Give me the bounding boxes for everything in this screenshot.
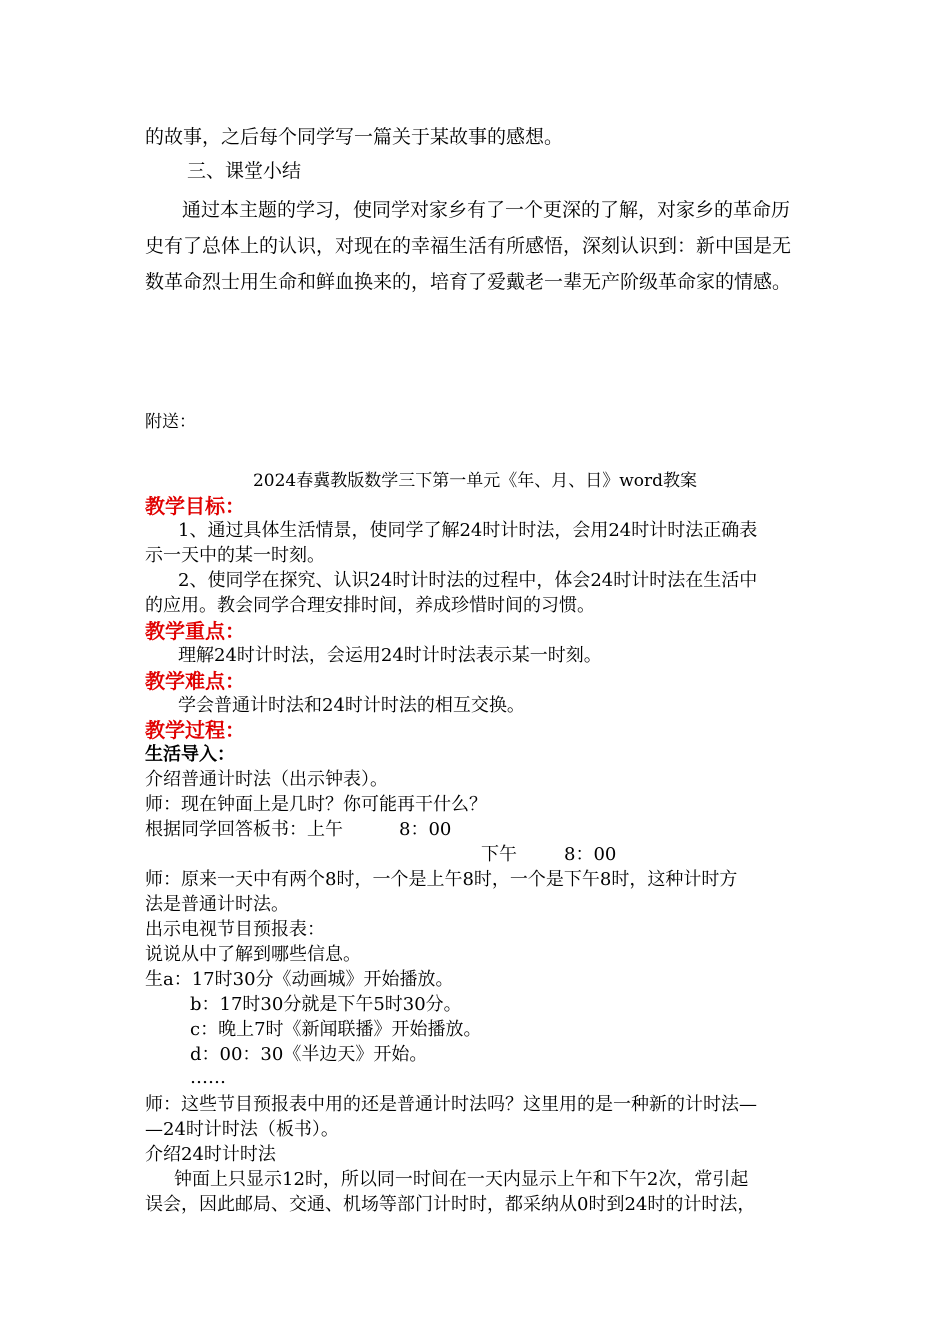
process-line-16: 介绍24时计时法 (145, 1144, 276, 1165)
student-answer-c: c：晚上7时《新闻联播》开始播放。 (190, 1019, 482, 1040)
summary-para-line3: 数革命烈士用生命和鲜血换来的，培育了爱戴老一辈无产阶级革命家的情感。 (145, 271, 792, 293)
board-afternoon-label: 下午 (481, 844, 517, 865)
key-heading: 教学重点： (145, 619, 245, 643)
process-line-8: 说说从中了解到哪些信息。 (145, 944, 361, 965)
process-line-17: 钟面上只显示12时，所以同一时间在一天内显示上午和下午2次，常引起 (174, 1169, 749, 1190)
process-line-1: 介绍普通计时法（出示钟表）。 (145, 769, 388, 790)
process-line-15: —24时计时法（板书）。 (145, 1119, 339, 1140)
process-heading: 教学过程： (145, 718, 245, 742)
intro-heading: 生活导入： (145, 744, 235, 765)
student-answer-d: d：00：30《半边天》开始。 (190, 1044, 428, 1065)
difficulty-text: 学会普通计时法和24时计时法的相互交换。 (178, 695, 525, 716)
board-morning-label: 根据同学回答板书：上午 (145, 819, 343, 840)
goal1-line1: 1、通过具体生活情景，使同学了解24时计时法，会用24时计时法正确表 (178, 520, 758, 541)
doc-title: 2024春冀教版数学三下第一单元《年、月、日》word教案 (252, 471, 698, 491)
goals-heading: 教学目标： (145, 494, 245, 518)
key-text: 理解24时计时法，会运用24时计时法表示某一时刻。 (178, 645, 602, 666)
goal2-line1: 2、使同学在探究、认识24时计时法的过程中，体会24时计时法在生活中 (178, 570, 758, 591)
process-line-6: 法是普通计时法。 (145, 894, 289, 915)
attachment-label: 附送： (145, 412, 196, 432)
student-answer-b: b：17时30分就是下午5时30分。 (190, 994, 462, 1015)
summary-para-line2: 史有了总体上的认识，对现在的幸福生活有所感悟，深刻认识到：新中国是无 (145, 235, 792, 257)
process-line-7: 出示电视节目预报表： (145, 919, 325, 940)
ellipsis: …… (190, 1067, 226, 1088)
summary-heading: 三、课堂小结 (187, 160, 302, 182)
process-line-14: 师：这些节目预报表中用的还是普通计时法吗？这里用的是一种新的计时法— (145, 1094, 757, 1115)
board-afternoon-time: 8：00 (564, 844, 617, 865)
story-line: 的故事，之后每个同学写一篇关于某故事的感想。 (145, 126, 564, 148)
student-answer-a: 生a：17时30分《动画城》开始播放。 (145, 969, 454, 990)
board-morning-time: 8：00 (399, 819, 452, 840)
goal1-line2: 示一天中的某一时刻。 (145, 545, 325, 566)
summary-para-line1: 通过本主题的学习，使同学对家乡有了一个更深的了解，对家乡的革命历 (182, 199, 791, 221)
process-line-2: 师：现在钟面上是几时？你可能再干什么？ (145, 794, 487, 815)
process-line-5: 师：原来一天中有两个8时，一个是上午8时，一个是下午8时，这种计时方 (145, 869, 738, 890)
process-line-18: 误会，因此邮局、交通、机场等部门计时时，都采纳从0时到24时的计时法， (145, 1194, 756, 1215)
goal2-line2: 的应用。教会同学合理安排时间，养成珍惜时间的习惯。 (145, 595, 595, 616)
difficulty-heading: 教学难点： (145, 669, 245, 693)
